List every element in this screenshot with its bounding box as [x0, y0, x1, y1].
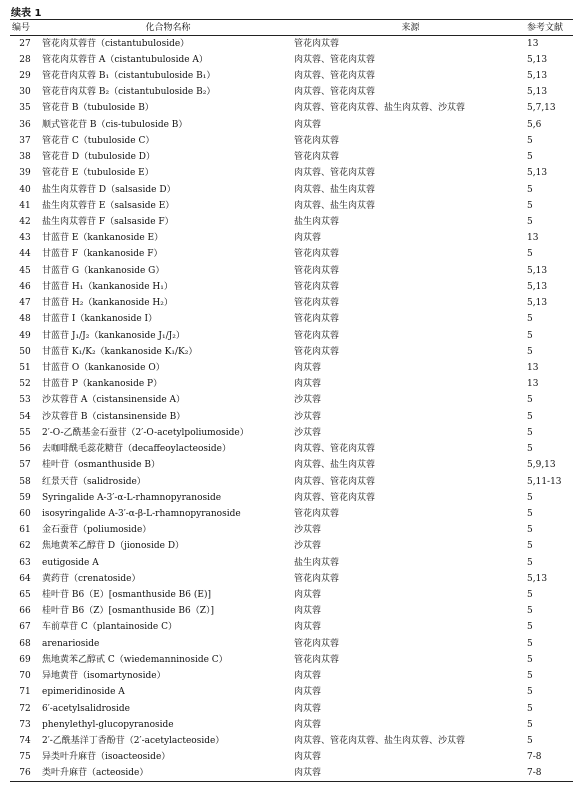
cell-source: 肉苁蓉: [294, 687, 322, 698]
cell-number: 58: [19, 476, 31, 487]
table-row: [10, 279, 573, 295]
cell-number: 72: [19, 703, 31, 714]
table-row: [10, 230, 573, 246]
cell-number: 41: [19, 200, 31, 211]
cell-reference: 13: [527, 379, 539, 390]
header-source: 来源: [401, 22, 420, 33]
cell-compound-name: 管花苷肉苁蓉 B₁（cistantubuloside B₁）: [42, 71, 216, 82]
cell-reference: 13: [527, 233, 539, 244]
header-reference: 参考文献: [527, 22, 564, 33]
cell-reference: 5: [527, 525, 533, 536]
cell-reference: 5,13: [527, 54, 548, 65]
table-row: [10, 571, 573, 587]
cell-compound-name: 管花苷 E（tubuloside E）: [42, 168, 154, 179]
cell-compound-name: 焦地黄苯乙醇苷 D（jionoside D）: [42, 541, 185, 552]
cell-source: 沙苁蓉: [294, 411, 322, 422]
cell-compound-name: 甘蓝苷 O（kankanoside O）: [42, 362, 165, 373]
table-row: [10, 165, 573, 181]
cell-reference: 5: [527, 654, 533, 665]
table-row: [10, 246, 573, 262]
table-row: [10, 100, 573, 116]
cell-source: 肉苁蓉: [294, 379, 322, 390]
cell-reference: 5: [527, 411, 533, 422]
cell-number: 54: [19, 411, 31, 422]
cell-source: 肉苁蓉: [294, 119, 322, 130]
cell-number: 51: [19, 362, 31, 373]
cell-compound-name: 异地黄苷（isomartynoside）: [42, 671, 166, 682]
cell-reference: 5,13: [527, 573, 548, 584]
table-row: [10, 376, 573, 392]
cell-source: 管花肉苁蓉: [294, 654, 340, 665]
table-row: [10, 263, 573, 279]
table-row: [10, 52, 573, 68]
cell-number: 48: [19, 314, 31, 325]
cell-source: 管花肉苁蓉: [294, 508, 340, 519]
table-row: [10, 457, 573, 473]
cell-reference: 5,9,13: [527, 460, 556, 471]
cell-compound-name: 管花苷 C（tubuloside C）: [42, 135, 155, 146]
cell-number: 40: [19, 184, 31, 195]
cell-reference: 5,13: [527, 298, 548, 309]
table-row: [10, 619, 573, 635]
cell-compound-name: 顺式管花苷 B（cis-tubuloside B）: [42, 119, 188, 130]
cell-number: 37: [19, 135, 31, 146]
table-row: [10, 603, 573, 619]
cell-compound-name: Syringalide A-3′-α-L-rhamnopyranoside: [42, 492, 222, 503]
cell-reference: 5,13: [527, 265, 548, 276]
cell-source: 肉苁蓉: [294, 362, 322, 373]
table-row: [10, 392, 573, 408]
cell-number: 69: [19, 654, 31, 665]
header-compound-name: 化合物名称: [145, 22, 191, 33]
cell-source: 管花肉苁蓉: [294, 265, 340, 276]
cell-source: 肉苁蓉: [294, 752, 322, 763]
cell-source: 管花肉苁蓉: [294, 249, 340, 260]
table-row: [10, 765, 573, 781]
cell-reference: 5: [527, 687, 533, 698]
cell-source: 管花肉苁蓉: [294, 638, 340, 649]
table-row: [10, 522, 573, 538]
cell-compound-name: 管花肉苁蓉苷 A（cistantubuloside A）: [42, 54, 208, 65]
cell-reference: 5: [527, 736, 533, 747]
cell-compound-name: 甘蓝苷 K₁/K₂（kankanoside K₁/K₂）: [42, 346, 198, 357]
cell-compound-name: 盐生肉苁蓉苷 D（salsaside D）: [42, 184, 176, 195]
cell-reference: 5: [527, 395, 533, 406]
cell-number: 66: [19, 606, 31, 617]
cell-source: 肉苁蓉、管花肉苁蓉: [294, 444, 376, 455]
table-row: [10, 684, 573, 700]
cell-number: 50: [19, 346, 31, 357]
table-row: [10, 149, 573, 165]
cell-compound-name: 盐生肉苁蓉苷 F（salsaside F）: [42, 217, 174, 228]
table-row: [10, 717, 573, 733]
cell-source: 管花肉苁蓉: [294, 314, 340, 325]
cell-reference: 5: [527, 492, 533, 503]
cell-source: 沙苁蓉: [294, 525, 322, 536]
cell-source: 沙苁蓉: [294, 395, 322, 406]
table-row: [10, 700, 573, 716]
cell-compound-name: 甘蓝苷 J₁/J₂（kankanoside J₁/J₂）: [42, 330, 185, 341]
cell-reference: 13: [527, 38, 539, 49]
cell-reference: 5,13: [527, 281, 548, 292]
cell-number: 59: [19, 492, 31, 503]
cell-number: 28: [19, 54, 31, 65]
cell-compound-name: 类叶升麻苷（acteoside）: [42, 768, 149, 779]
cell-reference: 5: [527, 508, 533, 519]
cell-source: 盐生肉苁蓉: [294, 217, 340, 228]
cell-source: 肉苁蓉: [294, 622, 322, 633]
cell-source: 管花肉苁蓉: [294, 346, 340, 357]
cell-source: 肉苁蓉: [294, 719, 322, 730]
table-row: [10, 198, 573, 214]
cell-source: 肉苁蓉、盐生肉苁蓉: [294, 200, 376, 211]
cell-number: 63: [19, 557, 31, 568]
cell-reference: 5: [527, 330, 533, 341]
cell-number: 70: [19, 671, 31, 682]
cell-number: 68: [19, 638, 31, 649]
cell-number: 52: [19, 379, 31, 390]
table-row: [10, 733, 573, 749]
cell-compound-name: 甘蓝苷 I（kankanoside I）: [42, 314, 158, 325]
table-row: [10, 327, 573, 343]
table-row: [10, 749, 573, 765]
table-row: [10, 506, 573, 522]
cell-reference: 5: [527, 427, 533, 438]
table-row: [10, 181, 573, 197]
cell-number: 29: [19, 71, 31, 82]
cell-compound-name: 管花肉苁蓉苷（cistantubuloside）: [42, 38, 190, 49]
cell-number: 64: [19, 573, 31, 584]
cell-source: 肉苁蓉: [294, 703, 322, 714]
cell-number: 65: [19, 590, 31, 601]
cell-source: 管花肉苁蓉: [294, 298, 340, 309]
table-row: [10, 133, 573, 149]
cell-source: 肉苁蓉、管花肉苁蓉、盐生肉苁蓉、沙苁蓉: [294, 103, 466, 114]
cell-source: 肉苁蓉、管花肉苁蓉: [294, 476, 376, 487]
cell-compound-name: 甘蓝苷 F（kankanoside F）: [42, 249, 163, 260]
table-row: [10, 117, 573, 133]
cell-number: 47: [19, 298, 31, 309]
cell-number: 55: [19, 427, 31, 438]
cell-compound-name: 甘蓝苷 P（kankanoside P）: [42, 379, 163, 390]
cell-compound-name: 红景天苷（salidroside）: [42, 476, 146, 487]
table-body: [10, 36, 573, 782]
table-row: [10, 652, 573, 668]
cell-reference: 7-8: [527, 768, 542, 779]
cell-reference: 5: [527, 671, 533, 682]
cell-compound-name: 焦地黄苯乙醇甙 C（wiedemanninoside C）: [42, 654, 228, 665]
cell-compound-name: 沙苁蓉苷 B（cistansinenside B）: [42, 411, 186, 422]
cell-source: 肉苁蓉: [294, 768, 322, 779]
cell-source: 管花肉苁蓉: [294, 281, 340, 292]
cell-reference: 5: [527, 719, 533, 730]
cell-reference: 5: [527, 557, 533, 568]
cell-compound-name: 桂叶苷（osmanthuside B）: [42, 460, 161, 471]
table-row: [10, 587, 573, 603]
cell-number: 43: [19, 233, 31, 244]
table-row: [10, 68, 573, 84]
compound-table: [10, 19, 573, 782]
cell-compound-name: 桂叶苷 B6（Z）[osmanthuside B6（Z）]: [42, 606, 214, 617]
cell-compound-name: 甘蓝苷 E（kankanoside E）: [42, 233, 164, 244]
cell-source: 盐生肉苁蓉: [294, 557, 340, 568]
table-caption: 续表 1: [11, 8, 42, 19]
table-row: [10, 360, 573, 376]
cell-compound-name: 甘蓝苷 G（kankanoside G）: [42, 265, 165, 276]
cell-source: 管花肉苁蓉: [294, 152, 340, 163]
cell-number: 73: [19, 719, 31, 730]
table-row: [10, 311, 573, 327]
cell-compound-name: eutigoside A: [42, 557, 99, 568]
cell-number: 27: [19, 38, 31, 49]
table-row: [10, 409, 573, 425]
cell-reference: 5: [527, 249, 533, 260]
table-row: [10, 36, 573, 52]
cell-number: 61: [19, 525, 31, 536]
cell-compound-name: 2′-乙酰基洋丁香酚苷（2′-acetylacteoside）: [42, 736, 225, 747]
cell-number: 67: [19, 622, 31, 633]
cell-number: 36: [19, 119, 31, 130]
cell-source: 沙苁蓉: [294, 427, 322, 438]
header-row: [10, 20, 573, 36]
cell-compound-name: 管花苷 B（tubuloside B）: [42, 103, 154, 114]
cell-compound-name: 异类叶升麻苷（isoacteoside）: [42, 752, 171, 763]
cell-source: 沙苁蓉: [294, 541, 322, 552]
table-row: [10, 668, 573, 684]
cell-compound-name: 沙苁蓉苷 A（cistansinenside A）: [42, 395, 186, 406]
cell-reference: 5: [527, 541, 533, 552]
cell-source: 管花肉苁蓉: [294, 38, 340, 49]
cell-number: 71: [19, 687, 31, 698]
cell-source: 肉苁蓉: [294, 233, 322, 244]
cell-number: 57: [19, 460, 31, 471]
cell-number: 76: [19, 768, 31, 779]
cell-reference: 5,13: [527, 87, 548, 98]
cell-number: 49: [19, 330, 31, 341]
cell-reference: 5: [527, 314, 533, 325]
cell-reference: 5: [527, 152, 533, 163]
cell-number: 35: [19, 103, 31, 114]
cell-compound-name: 车前草苷 C（plantainoside C）: [42, 622, 177, 633]
table-row: [10, 425, 573, 441]
cell-compound-name: 黄药苷（crenatoside）: [42, 573, 141, 584]
cell-source: 肉苁蓉: [294, 606, 322, 617]
table-row: [10, 344, 573, 360]
table-row: [10, 214, 573, 230]
cell-reference: 5: [527, 703, 533, 714]
table-row: [10, 441, 573, 457]
header-no: 编号: [12, 22, 31, 33]
cell-source: 管花肉苁蓉: [294, 135, 340, 146]
cell-compound-name: isosyringalide A-3′-α-β-L-rhamnopyranoside: [42, 508, 241, 519]
table-row: [10, 473, 573, 489]
cell-number: 45: [19, 265, 31, 276]
cell-number: 38: [19, 152, 31, 163]
cell-reference: 5: [527, 346, 533, 357]
cell-reference: 5: [527, 217, 533, 228]
cell-number: 60: [19, 508, 31, 519]
cell-reference: 5: [527, 444, 533, 455]
cell-reference: 7-8: [527, 752, 542, 763]
cell-reference: 5,7,13: [527, 103, 556, 114]
cell-source: 肉苁蓉: [294, 590, 322, 601]
cell-number: 46: [19, 281, 31, 292]
cell-source: 管花肉苁蓉: [294, 573, 340, 584]
table-row: [10, 84, 573, 100]
cell-number: 44: [19, 249, 31, 260]
cell-reference: 5,13: [527, 71, 548, 82]
cell-number: 42: [19, 217, 31, 228]
cell-reference: 5,6: [527, 119, 542, 130]
cell-reference: 5,11-13: [527, 476, 562, 487]
cell-reference: 5: [527, 622, 533, 633]
cell-compound-name: 管花苷肉苁蓉 B₂（cistantubuloside B₂）: [42, 87, 216, 98]
cell-compound-name: 甘蓝苷 H₁（kankanoside H₁）: [42, 281, 173, 292]
cell-compound-name: 管花苷 D（tubuloside D）: [42, 152, 156, 163]
cell-reference: 5,13: [527, 168, 548, 179]
cell-compound-name: arenarioside: [42, 638, 100, 649]
cell-number: 74: [19, 736, 31, 747]
cell-number: 53: [19, 395, 31, 406]
cell-compound-name: phenylethyl-glucopyranoside: [42, 719, 174, 730]
cell-reference: 5: [527, 200, 533, 211]
table-row: [10, 555, 573, 571]
cell-source: 肉苁蓉、管花肉苁蓉: [294, 71, 376, 82]
cell-number: 39: [19, 168, 31, 179]
cell-number: 56: [19, 444, 31, 455]
cell-compound-name: 2′-O-乙酰基金石蚕苷（2′-O-acetylpoliumoside）: [42, 427, 249, 438]
cell-compound-name: 盐生肉苁蓉苷 E（salsaside E）: [42, 200, 175, 211]
cell-source: 肉苁蓉、管花肉苁蓉: [294, 168, 376, 179]
cell-source: 肉苁蓉、管花肉苁蓉: [294, 492, 376, 503]
table-row: [10, 538, 573, 554]
cell-reference: 5: [527, 135, 533, 146]
cell-source: 肉苁蓉、盐生肉苁蓉: [294, 460, 376, 471]
table-row: [10, 636, 573, 652]
cell-reference: 5: [527, 184, 533, 195]
cell-reference: 5: [527, 638, 533, 649]
cell-compound-name: 桂叶苷 B6（E）[osmanthuside B6 (E)]: [42, 590, 211, 601]
cell-number: 75: [19, 752, 31, 763]
cell-source: 肉苁蓉、管花肉苁蓉、盐生肉苁蓉、沙苁蓉: [294, 736, 466, 747]
table-row: [10, 490, 573, 506]
cell-number: 62: [19, 541, 31, 552]
cell-compound-name: 6′-acetylsalidroside: [42, 703, 130, 714]
cell-source: 肉苁蓉、管花肉苁蓉: [294, 87, 376, 98]
cell-number: 30: [19, 87, 31, 98]
cell-reference: 5: [527, 590, 533, 601]
cell-source: 管花肉苁蓉: [294, 330, 340, 341]
table-row: [10, 295, 573, 311]
cell-reference: 13: [527, 362, 539, 373]
cell-compound-name: epimeridinoside A: [42, 687, 125, 698]
cell-reference: 5: [527, 606, 533, 617]
cell-compound-name: 甘蓝苷 H₂（kankanoside H₂）: [42, 298, 173, 309]
table-header: [10, 20, 573, 36]
cell-compound-name: 去咖啡酰毛蕊花糖苷（decaffeoylacteoside）: [42, 444, 231, 455]
cell-source: 肉苁蓉、管花肉苁蓉: [294, 54, 376, 65]
cell-source: 肉苁蓉: [294, 671, 322, 682]
cell-source: 肉苁蓉、盐生肉苁蓉: [294, 184, 376, 195]
cell-compound-name: 金石蚕苷（poliumoside）: [42, 525, 152, 536]
